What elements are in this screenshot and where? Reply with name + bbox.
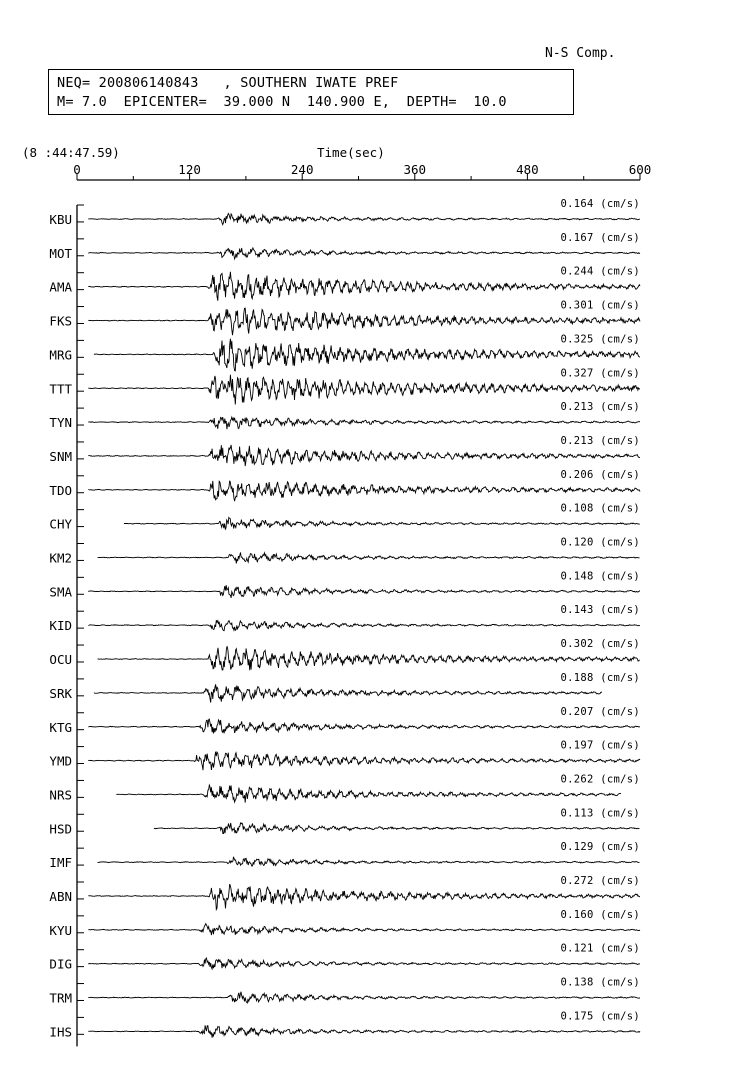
x-tick-label: 0 bbox=[73, 162, 81, 177]
waveform-trace bbox=[88, 417, 640, 429]
max-amplitude-label: 0.272 (cm/s) bbox=[560, 875, 640, 887]
station-label: MRG bbox=[49, 347, 72, 363]
max-amplitude-label: 0.301 (cm/s) bbox=[560, 299, 640, 312]
waveform-trace bbox=[88, 719, 640, 733]
waveform-trace bbox=[124, 518, 640, 530]
station-label: SMA bbox=[49, 584, 72, 600]
station-label: TYN bbox=[49, 415, 72, 431]
max-amplitude-label: 0.213 (cm/s) bbox=[560, 401, 640, 414]
max-amplitude-label: 0.113 (cm/s) bbox=[560, 807, 640, 820]
max-amplitude-label: 0.108 (cm/s) bbox=[560, 502, 640, 515]
origin-time: (8 :44:47.59) bbox=[22, 145, 120, 160]
component-label: N-S Comp. bbox=[545, 46, 616, 61]
event-params-line: M= 7.0 EPICENTER= 39.000 N 140.900 E, DEPTH= 10.0 bbox=[57, 94, 507, 110]
max-amplitude-label: 0.197 (cm/s) bbox=[560, 739, 640, 752]
x-axis-label: Time(sec) bbox=[317, 145, 385, 160]
station-label: AMA bbox=[49, 279, 72, 295]
max-amplitude-label: 0.207 (cm/s) bbox=[560, 705, 640, 718]
station-label: KYU bbox=[49, 922, 72, 938]
waveform-trace bbox=[98, 857, 640, 866]
station-label: KBU bbox=[49, 212, 72, 227]
waveform-trace bbox=[88, 308, 640, 335]
max-amplitude-label: 0.325 (cm/s) bbox=[560, 333, 640, 346]
waveform-trace bbox=[98, 553, 640, 564]
station-label: MOT bbox=[49, 245, 72, 261]
max-amplitude-label: 0.206 (cm/s) bbox=[560, 468, 640, 481]
max-amplitude-label: 0.175 (cm/s) bbox=[560, 1010, 640, 1023]
waveform-trace bbox=[94, 339, 640, 371]
waveform-trace bbox=[88, 884, 640, 910]
station-label: FKS bbox=[49, 313, 72, 329]
max-amplitude-label: 0.188 (cm/s) bbox=[560, 671, 640, 684]
station-label: SNM bbox=[49, 448, 72, 464]
x-tick-label: 360 bbox=[403, 162, 427, 177]
waveform-trace bbox=[88, 924, 640, 935]
x-tick-label: 120 bbox=[178, 162, 201, 177]
max-amplitude-label: 0.120 (cm/s) bbox=[560, 536, 640, 549]
station-label: KM2 bbox=[49, 550, 72, 566]
waveform-trace bbox=[88, 272, 640, 301]
waveform-trace bbox=[88, 958, 640, 969]
waveform-trace bbox=[94, 684, 602, 702]
station-label: DIG bbox=[49, 956, 72, 972]
waveform-trace bbox=[88, 248, 640, 259]
station-label: HSD bbox=[49, 821, 72, 837]
station-label: KID bbox=[49, 618, 72, 634]
waveform-trace bbox=[88, 992, 640, 1003]
waveform-trace bbox=[88, 375, 640, 405]
waveform-trace bbox=[88, 1025, 640, 1037]
max-amplitude-label: 0.244 (cm/s) bbox=[560, 265, 640, 278]
station-label: TTT bbox=[49, 381, 72, 397]
station-label: KTG bbox=[49, 719, 72, 735]
waveform-trace bbox=[88, 445, 640, 466]
max-amplitude-label: 0.213 (cm/s) bbox=[560, 434, 640, 447]
max-amplitude-label: 0.262 (cm/s) bbox=[560, 773, 640, 786]
max-amplitude-label: 0.121 (cm/s) bbox=[560, 942, 640, 955]
waveform-trace bbox=[88, 752, 640, 771]
event-id-line: NEQ= 200806140843 , SOUTHERN IWATE PREF bbox=[57, 75, 399, 91]
station-label: TRM bbox=[49, 990, 72, 1006]
x-tick-label: 240 bbox=[290, 162, 314, 177]
x-tick-label: 600 bbox=[628, 162, 652, 177]
max-amplitude-label: 0.167 (cm/s) bbox=[560, 231, 640, 244]
station-label: TDO bbox=[49, 482, 72, 498]
waveform-trace bbox=[88, 620, 640, 631]
station-label: IMF bbox=[49, 855, 72, 871]
max-amplitude-label: 0.138 (cm/s) bbox=[560, 976, 640, 989]
station-label: IHS bbox=[49, 1024, 72, 1040]
max-amplitude-label: 0.129 (cm/s) bbox=[560, 841, 640, 854]
waveform-trace bbox=[116, 785, 621, 803]
max-amplitude-label: 0.160 (cm/s) bbox=[560, 908, 640, 921]
station-label: NRS bbox=[49, 787, 72, 803]
station-label: OCU bbox=[49, 652, 72, 668]
max-amplitude-label: 0.164 (cm/s) bbox=[560, 198, 640, 210]
waveform-trace bbox=[88, 214, 640, 225]
station-label: SRK bbox=[49, 685, 72, 701]
waveform-trace bbox=[88, 585, 640, 598]
max-amplitude-label: 0.302 (cm/s) bbox=[560, 638, 640, 651]
station-label: CHY bbox=[49, 516, 72, 532]
waveform-trace bbox=[88, 481, 640, 502]
max-amplitude-label: 0.148 (cm/s) bbox=[560, 570, 640, 583]
waveform-trace bbox=[98, 646, 640, 670]
station-label: ABN bbox=[49, 889, 72, 904]
max-amplitude-label: 0.327 (cm/s) bbox=[560, 367, 640, 380]
x-tick-label: 480 bbox=[516, 162, 539, 177]
station-label: YMD bbox=[49, 753, 72, 769]
max-amplitude-label: 0.143 (cm/s) bbox=[560, 604, 640, 617]
waveform-trace bbox=[154, 823, 640, 834]
